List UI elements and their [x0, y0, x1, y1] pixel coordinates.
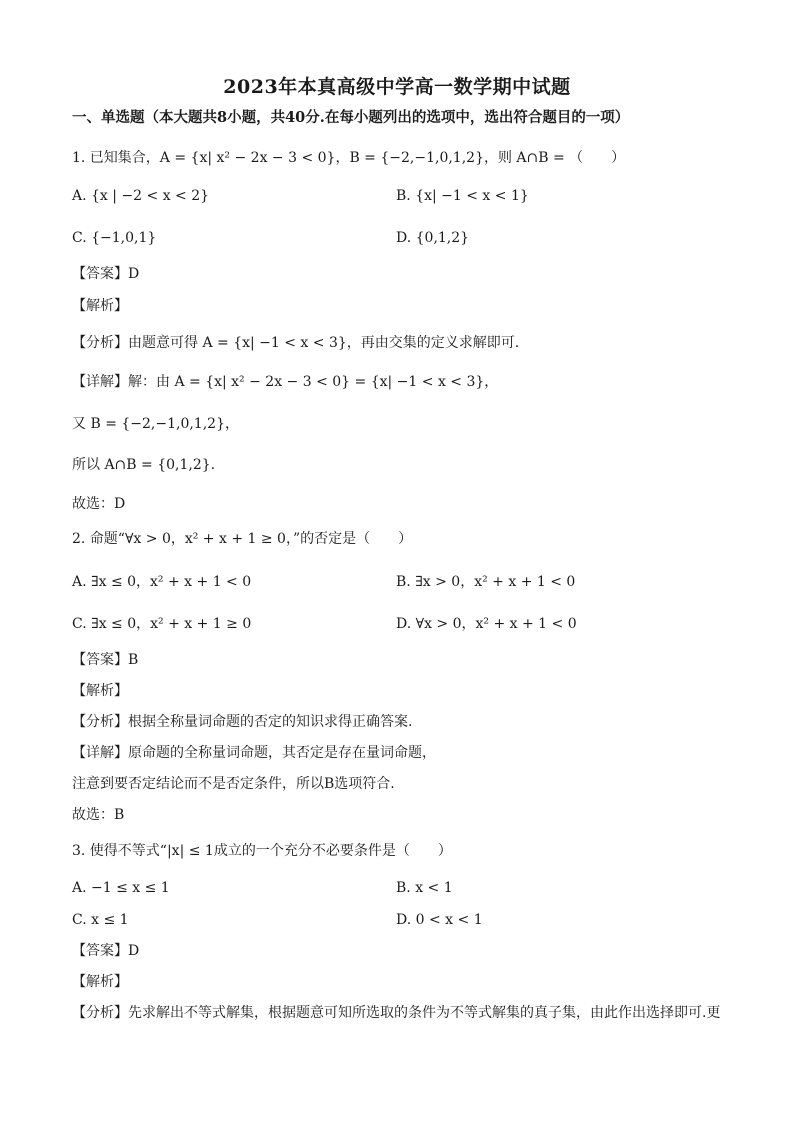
q1-analysis: 【分析】由题意可得 A = {x| −1 < x < 3}，再由交集的定义求解即可.	[72, 335, 520, 351]
q1-analysis-head: 【解析】	[72, 298, 128, 314]
q1-detail-3: 所以 A∩B = {0,1,2}.	[72, 457, 216, 473]
q1-option-a: A. {x | −2 < x < 2}	[72, 188, 210, 204]
q2-option-d: D. ∀x > 0，x² + x + 1 < 0	[396, 616, 577, 632]
q3-option-b: B. x < 1	[396, 880, 453, 896]
q2-detail-1: 【详解】原命题的全称量词命题，其否定是存在量词命题，	[72, 745, 436, 761]
q3-analysis: 【分析】先求解出不等式解集，根据题意可知所选取的条件为不等式解集的真子集，由此作出选择即可.更	[72, 1005, 721, 1021]
q2-option-a: A. ∃x ≤ 0，x² + x + 1 < 0	[72, 574, 252, 590]
q2-analysis-head: 【解析】	[72, 683, 128, 699]
q3-option-c: C. x ≤ 1	[72, 912, 129, 928]
q1-option-b: B. {x| −1 < x < 1}	[396, 188, 529, 204]
q2-answer: 【答案】B	[72, 652, 139, 668]
q2-stem: 2. 命题“∀x > 0，x² + x + 1 ≥ 0，”的否定是（ ）	[72, 531, 413, 547]
q1-detail-1: 【详解】解：由 A = {x| x² − 2x − 3 < 0} = {x| −1 < x < 3}，	[72, 374, 499, 390]
q1-detail-2: 又 B = {−2,−1,0,1,2}，	[72, 416, 239, 432]
q2-option-b: B. ∃x > 0，x² + x + 1 < 0	[396, 574, 576, 590]
q3-analysis-head: 【解析】	[72, 974, 128, 990]
q1-option-d: D. {0,1,2}	[396, 230, 470, 246]
section-heading: 一、单选题（本大题共8小题，共40分.在每小题列出的选项中，选出符合题目的一项）	[72, 109, 630, 126]
q2-option-c: C. ∃x ≤ 0，x² + x + 1 ≥ 0	[72, 616, 252, 632]
q3-stem: 3. 使得不等式“|x| ≤ 1成立的一个充分不必要条件是（ ）	[72, 843, 452, 859]
q1-option-c: C. {−1,0,1}	[72, 230, 157, 246]
q1-stem: 1. 已知集合，A = {x| x² − 2x − 3 < 0}，B = {−2,−1,0,1,2}，则 A∩B = （ ）	[72, 150, 626, 166]
q3-option-d: D. 0 < x < 1	[396, 912, 483, 928]
q2-choice: 故选：B	[72, 807, 125, 823]
q3-answer: 【答案】D	[72, 943, 140, 959]
page-title: 2023年本真高级中学高一数学期中试题	[223, 76, 571, 98]
q2-detail-2: 注意到要否定结论而不是否定条件，所以B选项符合.	[72, 776, 395, 792]
q1-choice: 故选：D	[72, 496, 126, 512]
q2-analysis: 【分析】根据全称量词命题的否定的知识求得正确答案.	[72, 714, 413, 730]
q1-answer: 【答案】D	[72, 266, 140, 282]
q3-option-a: A. −1 ≤ x ≤ 1	[72, 880, 170, 896]
